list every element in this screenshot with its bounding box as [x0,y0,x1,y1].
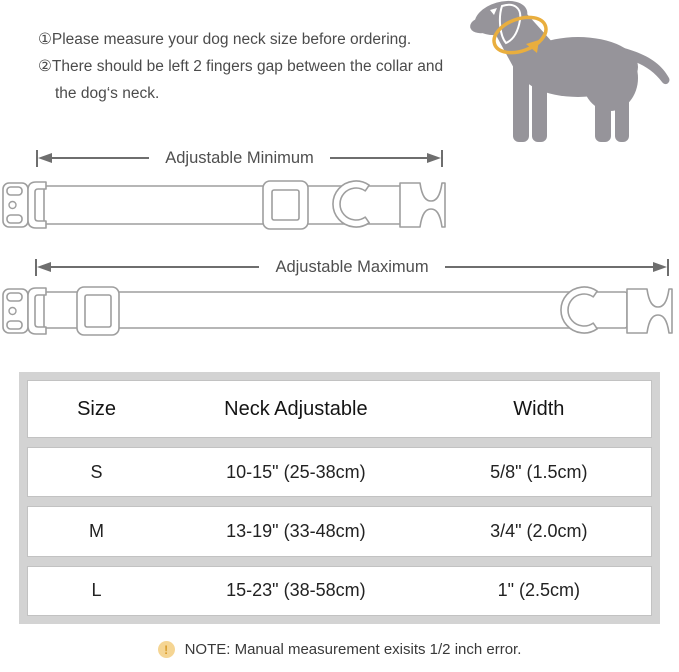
adjustable-maximum-dimension [35,257,669,277]
arrowhead-right-icon [653,262,667,272]
dog-hind-leg [595,84,611,142]
instruction-line-1: ①Please measure your dog neck size before ordering. [38,31,412,48]
triglide-slider-opening [272,190,299,220]
collar-minimum-diagram [0,176,452,234]
dog-hind-leg-2 [615,87,629,142]
arrowhead-left-icon [38,153,52,163]
triglide-slider-opening [85,295,111,327]
buckle-male-prong-bottom [7,215,22,223]
adjustable-maximum-label: Adjustable Maximum [275,257,429,276]
column-header-neck-adjustable: Neck Adjustable [224,397,368,420]
buckle-pin-hole [9,202,16,209]
dog-front-leg [513,58,529,142]
neck-adjustable-value: 13-19" (33-48cm) [226,520,366,541]
column-header-size: Size [77,397,116,420]
size-value: L [91,580,102,601]
measuring-instructions [38,26,450,107]
width-value: 3/4" (2.0cm) [490,520,588,541]
instruction-line-2: ②There should be left 2 fingers gap between the collar and the dog‘s neck. [38,58,444,102]
dimension-tick-right [667,259,669,276]
column-header-width: Width [513,397,565,420]
size-table-header-row [27,380,652,438]
adjustable-minimum-label: Adjustable Minimum [165,148,314,167]
dimension-tick-right [441,150,443,167]
exclamation-icon: ! [158,641,175,658]
dog-neck-measurement-illustration [456,0,678,158]
width-value: 5/8" (1.5cm) [490,461,588,482]
buckle-female [400,183,445,227]
measurement-note [0,641,679,658]
width-value: 1" (2.5cm) [497,580,581,601]
note-text: NOTE: Manual measurement exisits 1/2 inch error. [184,641,522,658]
dog-front-leg-2 [532,61,547,142]
buckle-male-prong-bottom [7,321,22,329]
buckle-female [627,289,672,333]
table-row-size-m [27,506,652,556]
table-row-size-s [27,447,652,497]
size-value: S [90,461,103,482]
collar-maximum-diagram [0,284,679,338]
collar-strap [44,292,627,328]
size-value: M [89,520,105,541]
buckle-pin-hole [9,308,16,315]
size-chart-table [19,372,660,624]
neck-adjustable-value: 15-23" (38-58cm) [226,580,366,601]
arrowhead-right-icon [427,153,441,163]
table-row-size-l [27,566,652,616]
arrowhead-left-icon [37,262,51,272]
buckle-male-prong-top [7,187,22,195]
adjustable-minimum-dimension [36,148,443,168]
buckle-male-prong-top [7,293,22,301]
neck-adjustable-value: 10-15" (25-38cm) [226,461,366,482]
